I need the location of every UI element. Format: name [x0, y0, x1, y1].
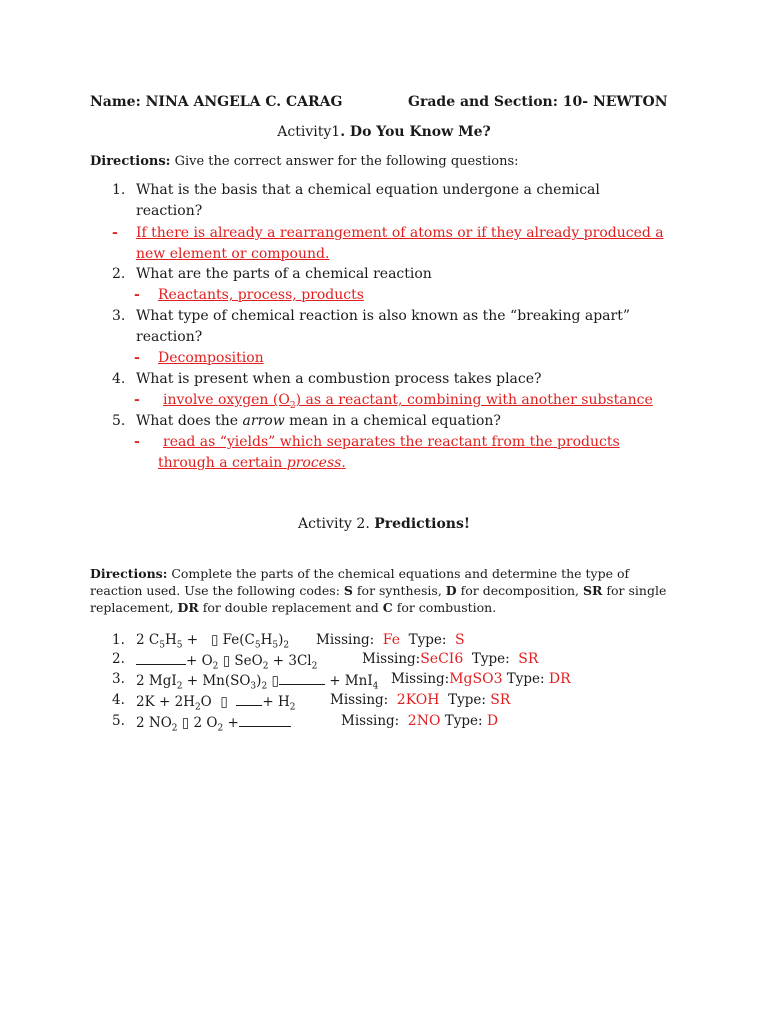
answer-dash: -	[134, 434, 140, 450]
missing-value: 2KOH	[396, 692, 440, 708]
missing-value: Fe	[382, 632, 401, 648]
answer-text: If there is already a rearrangement of atoms or if they already produced a	[136, 225, 664, 241]
equation-answer	[362, 651, 538, 667]
activity2-directions	[90, 565, 670, 616]
activity1-title	[0, 124, 768, 140]
equation-answer	[316, 632, 465, 648]
type-label: Type:	[506, 671, 545, 687]
type-value: D	[486, 713, 499, 729]
equation-number: 4.	[112, 692, 125, 708]
code-c: C	[382, 600, 393, 615]
activity1-directions	[90, 154, 519, 169]
code-dr: DR	[177, 600, 199, 615]
question-number: 3.	[112, 308, 126, 324]
question-text	[136, 413, 501, 429]
equation-answer	[341, 713, 498, 729]
directions-label: Directions:	[90, 566, 168, 581]
missing-label: Missing:	[362, 651, 421, 667]
question-text: reaction?	[136, 203, 203, 219]
missing-value: MgSO3	[449, 671, 503, 687]
directions-label: Directions:	[90, 154, 171, 169]
activity2-name: Predictions	[374, 516, 464, 532]
equation-answer	[330, 692, 510, 708]
equation: 2 $NO_2$ ▯ 2 $O_2$ +	[136, 713, 291, 734]
activity2-title	[0, 516, 768, 532]
answer-text: Decomposition	[158, 350, 264, 366]
question-text-part: What does the	[136, 413, 243, 429]
directions-text: for double replacement and	[198, 600, 383, 615]
directions-text: for decomposition,	[456, 583, 583, 598]
answer-dash: -	[134, 287, 140, 303]
missing-label: Missing:	[341, 713, 400, 729]
question-text: What is present when a combustion process takes place?	[136, 371, 542, 387]
answer-text	[158, 455, 346, 471]
missing-label: Missing:	[330, 692, 389, 708]
type-label: Type:	[448, 692, 486, 708]
directions-text: for single replacement,	[90, 583, 667, 615]
answer-text: Reactants, process, products	[158, 287, 364, 303]
answer-text-part: .	[341, 455, 346, 471]
directions-text: Give the correct answer for the following questions:	[170, 154, 519, 169]
answer-dash: -	[134, 392, 140, 408]
equation: $2K + 2H_2O$ ▯ + $H_2$	[136, 694, 296, 713]
type-value: S	[455, 632, 465, 648]
type-label: Type:	[408, 632, 447, 648]
question-text: What are the parts of a chemical reaction	[136, 266, 432, 282]
question-text: What type of chemical reaction is also known as the “breaking apart”	[136, 308, 630, 324]
grade-section: Grade and Section: 10- NEWTON	[408, 94, 668, 110]
equation-number: 1.	[112, 632, 125, 648]
equation: 2 $MgI_2 + Mn(SO_3)_2$ ▯ + MnI$_4$	[136, 673, 379, 692]
question-text-part: mean in a chemical equation?	[284, 413, 501, 429]
type-label: Type:	[471, 651, 510, 667]
code-sr: SR	[582, 583, 603, 598]
equation: 2 $C_5H_5$ + ▯ $Fe(C_5H_5)_2$	[136, 632, 290, 651]
question-number: 2.	[112, 266, 126, 282]
answer-text-italic: process	[286, 455, 342, 471]
question-text-italic: arrow	[242, 413, 285, 429]
question-number: 1.	[112, 182, 126, 198]
answer-text-part: involve oxygen (O	[163, 392, 290, 408]
answer-text: read as “yields” which separates the reactant from the products	[163, 434, 620, 450]
code-s: S	[343, 583, 353, 598]
activity1-name: . Do You Know Me?	[340, 124, 491, 140]
answer-text-part: ) as a reactant, combining with another substance	[295, 392, 653, 408]
missing-label: Missing:	[391, 671, 450, 687]
subscript: 2	[289, 400, 296, 411]
type-value: DR	[548, 671, 571, 687]
type-value: SR	[518, 651, 539, 667]
directions-text: Complete the parts of the chemical equations and determine the type of reaction used. Use the following codes:	[90, 566, 630, 598]
missing-value: SeCI6	[420, 651, 464, 667]
missing-label: Missing:	[316, 632, 375, 648]
equation: + $O_2$ ▯ $SeO_2 + 3Cl_2$	[136, 651, 317, 672]
answer-dash: -	[112, 225, 118, 241]
activity1-prefix: Activity1	[277, 124, 341, 140]
question-text: What is the basis that a chemical equation undergone a chemical	[136, 182, 600, 198]
answer-text-part: through a certain	[158, 455, 287, 471]
equation-number: 2.	[112, 651, 125, 667]
answer-text: new element or compound.	[136, 246, 330, 262]
question-number: 4.	[112, 371, 126, 387]
equation-number: 3.	[112, 671, 125, 687]
code-d: D	[445, 583, 457, 598]
answer-dash: -	[134, 350, 140, 366]
type-label: Type:	[444, 713, 483, 729]
activity2-suffix: !	[463, 516, 471, 532]
question-number: 5.	[112, 413, 126, 429]
missing-value: 2NO	[407, 713, 441, 729]
directions-text: for combustion.	[392, 600, 497, 615]
answer-text	[163, 392, 653, 411]
type-value: SR	[490, 692, 511, 708]
equation-number: 5.	[112, 713, 125, 729]
directions-text: for synthesis,	[352, 583, 446, 598]
activity2-prefix: Activity 2.	[297, 516, 375, 532]
equation-answer	[391, 671, 571, 687]
student-name: Name: NINA ANGELA C. CARAG	[90, 94, 343, 110]
question-text: reaction?	[136, 329, 203, 345]
